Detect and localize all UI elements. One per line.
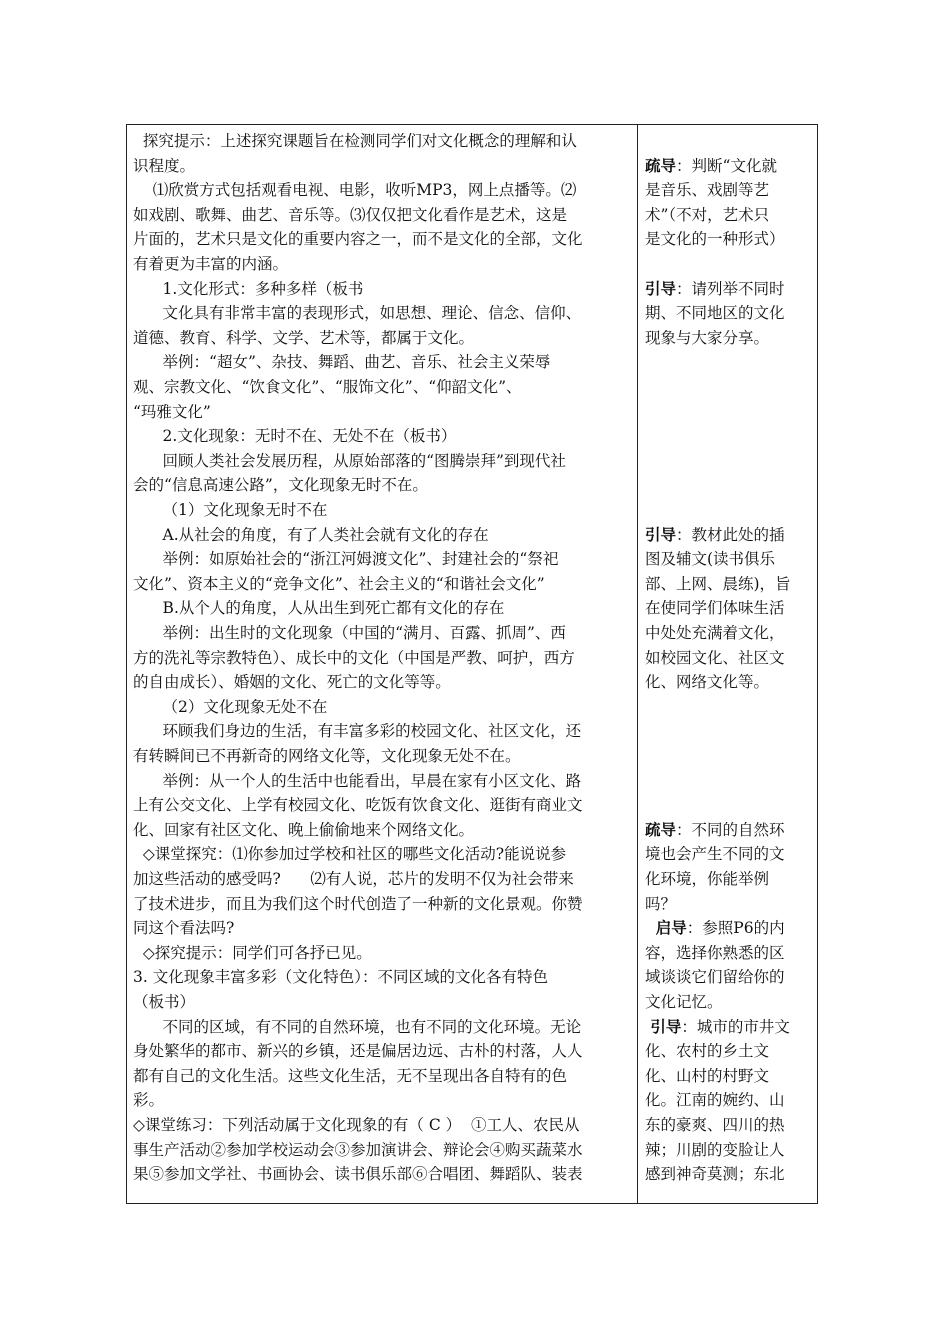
main-text-line: 回顾人类社会发展历程，从原始部落的“图腾崇拜”到现代社 xyxy=(133,451,566,470)
main-text-line: 识程度。 xyxy=(133,156,196,175)
note-label: 引导 xyxy=(645,524,677,544)
main-text-line: ◇探究提示：同学们可各抒已见。 xyxy=(133,943,372,962)
main-text-line: 举例：如原始社会的“浙江河姆渡文化”、封建社会的“祭祀 xyxy=(133,550,559,569)
main-text-line: 方的洗礼等宗教特色）、成长中的文化（中国是严教、呵护，西方 xyxy=(133,648,575,667)
side-note-line xyxy=(645,1064,769,1089)
main-text-line: 果⑤参加文学社、书画协会、读书俱乐部⑥合唱团、舞蹈队、装表 xyxy=(133,1165,583,1184)
side-note-line xyxy=(645,203,769,228)
main-text-line: （板书） xyxy=(133,993,196,1011)
side-note-line xyxy=(645,646,785,671)
note-text: ：判断“文化就 xyxy=(676,156,777,175)
side-note-line xyxy=(645,301,785,326)
side-note-line xyxy=(645,1113,785,1138)
note-text: 感到神奇莫测；东北 xyxy=(645,1165,785,1184)
note-text: 境也会产生不同的文 xyxy=(645,845,785,864)
main-text-line: 上有公交文化、上学有校园文化、吃饭有饮食文化、逛街有商业文 xyxy=(133,796,583,815)
main-text-line: 3. 文化现象丰富多彩（文化特色）：不同区域的文化各有特色 xyxy=(133,968,548,987)
note-text: 期、不同地区的文化 xyxy=(645,304,785,323)
note-text: ：不同的自然环 xyxy=(676,820,785,839)
note-text: 化、网络文化等。 xyxy=(645,673,770,692)
side-note-line xyxy=(645,523,785,548)
side-note-line xyxy=(645,842,785,867)
note-text: 化、山村的村野文 xyxy=(645,1066,770,1085)
main-text-line: 举例：出生时的文化现象（中国的“满月、百露、抓周”、西 xyxy=(133,624,566,642)
main-text-line: 事生产活动②参加学校运动会③参加演讲会、辩论会④购买蔬菜水 xyxy=(133,1140,583,1159)
note-text: 部、上网、晨练)，旨 xyxy=(645,574,791,593)
main-text-line: 彩。 xyxy=(133,1091,165,1110)
main-text-line: ⑴欣赏方式包括观看电视、电影，收听MP3，网上点播等。⑵ xyxy=(133,181,577,200)
note-text: 文化记忆。 xyxy=(645,993,723,1011)
main-text-line: （2）文化现象无处不在 xyxy=(133,697,328,716)
side-note-line xyxy=(645,916,785,941)
note-text: 在使同学们体味生活 xyxy=(645,599,785,618)
main-text-line: 道德、教育、科学、文学、艺术等，都属于文化。 xyxy=(133,328,475,347)
main-text-line: B.从个人的角度，人从出生到死亡都有文化的存在 xyxy=(133,599,505,618)
side-note-line xyxy=(645,1039,769,1064)
note-label: 引导 xyxy=(645,278,677,298)
side-note-line xyxy=(645,178,769,203)
note-text: 化环境，你能举例 xyxy=(645,870,770,888)
main-text-line: 了技术进步，而且为我们这个时代创造了一种新的文化景观。你赞 xyxy=(133,894,583,913)
side-note-line xyxy=(645,596,785,621)
note-text: 是文化的一种形式） xyxy=(645,230,785,249)
main-text-line: 的自由成长）、婚姻的文化、死亡的文化等等。 xyxy=(133,673,451,692)
main-text-line: （1）文化现象无时不在 xyxy=(133,501,328,519)
main-text-line: 如戏剧、歌舞、曲艺、音乐等。⑶仅仅把文化看作是艺术，这是 xyxy=(133,205,568,224)
note-text: ：教材此处的插 xyxy=(676,525,785,544)
side-note-line xyxy=(645,154,777,179)
note-text: ：城市的市井文 xyxy=(681,1017,790,1036)
main-text-line: 1.文化形式：多种多样（板书 xyxy=(133,279,364,298)
side-note-line xyxy=(645,670,769,695)
note-text: 中处处充满着文化， xyxy=(645,624,785,642)
side-note-line xyxy=(645,867,769,892)
main-text-line: 不同的区域，有不同的自然环境，也有不同的文化环境。无论 xyxy=(133,1017,582,1036)
side-note-line xyxy=(645,1088,785,1113)
main-text-line: ◇课堂练习：下列活动属于文化现象的有（ C ） ①工人、农民从 xyxy=(133,1116,580,1134)
note-text: 是音乐、戏剧等艺 xyxy=(645,181,770,200)
side-note-line xyxy=(645,941,785,966)
main-text-line: A.从社会的角度，有了人类社会就有文化的存在 xyxy=(133,525,489,544)
main-text-line: 举例：“超女”、杂技、舞蹈、曲艺、音乐、社会主义荣辱 xyxy=(133,353,551,372)
note-text: 图及辅文(读书俱乐 xyxy=(645,550,776,569)
side-note-line xyxy=(645,892,676,917)
note-text: 辣；川剧的变脸让人 xyxy=(645,1140,785,1159)
main-text-line: 探究提示：上述探究课题旨在检测同学们对文化概念的理解和认 xyxy=(133,132,577,150)
note-text: ：请列举不同时 xyxy=(676,279,785,298)
note-text: 现象与大家分享。 xyxy=(645,328,770,347)
main-text-line: 有着更为丰富的内涵。 xyxy=(133,255,289,273)
lesson-plan-table xyxy=(126,124,818,1204)
main-text-line: 化、回家有社区文化、晚上偷偷地来个网络文化。 xyxy=(133,820,475,839)
side-note-line xyxy=(645,326,769,351)
main-text-line: 片面的，艺术只是文化的重要内容之一，而不是文化的全部，文化 xyxy=(133,230,583,249)
main-text-line: 2.文化现象：无时不在、无处不在（板书） xyxy=(133,427,457,446)
note-text: 化、农村的乡土文 xyxy=(645,1042,770,1061)
side-note-line xyxy=(645,818,785,843)
side-note-line xyxy=(645,572,791,597)
main-text-line: 举例：从一个人的生活中也能看出，早晨在家有小区文化、路 xyxy=(133,771,582,790)
side-note-line xyxy=(645,277,785,302)
note-text: 术”（不对，艺术只 xyxy=(645,205,770,224)
main-text-line: 身处繁华的都市、新兴的乡镇，还是偏居边远、古朴的村落，人人 xyxy=(133,1042,583,1061)
note-text: 吗？ xyxy=(645,894,677,913)
note-text: 如校园文化、社区文 xyxy=(645,648,785,667)
side-note-line xyxy=(645,227,785,252)
main-text-line: 同这个看法吗? xyxy=(133,919,235,938)
side-note-line xyxy=(645,1138,785,1163)
note-text: 东的豪爽、四川的热 xyxy=(645,1116,785,1134)
main-text-line: 文化具有非常丰富的表现形式，如思想、理论、信念、信仰、 xyxy=(133,304,582,323)
note-label: 引导 xyxy=(645,1016,682,1036)
column-divider xyxy=(637,125,638,1203)
main-text-line: 都有自己的文化生活。这些文化生活，无不呈现出各自特有的色 xyxy=(133,1066,568,1085)
side-note-line xyxy=(645,965,785,990)
side-note-line xyxy=(645,1015,790,1040)
note-text: 域谈谈它们留给你的 xyxy=(645,968,785,987)
main-text-line: ◇课堂探究：⑴你参加过学校和社区的哪些文化活动?能说说参 xyxy=(133,845,567,864)
side-note-line xyxy=(645,621,785,646)
main-text-line: 文化”、资本主义的“竞争文化”、社会主义的“和谐社会文化” xyxy=(133,574,545,593)
main-text-line: 有转瞬间已不再新奇的网络文化等，文化现象无处不在。 xyxy=(133,747,521,765)
note-label: 疏导 xyxy=(645,155,677,175)
side-note-line xyxy=(645,547,775,572)
main-text-line: 会的“信息高速公路”，文化现象无时不在。 xyxy=(133,476,428,495)
side-note-line xyxy=(645,990,723,1015)
note-label: 疏导 xyxy=(645,819,677,839)
note-text: 容，选择你熟悉的区 xyxy=(645,943,785,962)
note-text: 化。江南的婉约、山 xyxy=(645,1091,785,1110)
main-text-line: 加这些活动的感受吗? ⑵有人说，芯片的发明不仅为社会带来 xyxy=(133,870,574,888)
note-text: ：参照P6的内 xyxy=(686,919,785,938)
main-text-line: “玛雅文化” xyxy=(133,402,211,421)
note-label: 启导 xyxy=(645,918,687,938)
side-note-line xyxy=(645,1162,785,1187)
main-text-line: 环顾我们身边的生活，有丰富多彩的校园文化、社区文化，还 xyxy=(133,722,582,741)
main-text-line: 观、宗教文化、“饮食文化”、“服饰文化”、“仰韶文化”、 xyxy=(133,378,522,396)
